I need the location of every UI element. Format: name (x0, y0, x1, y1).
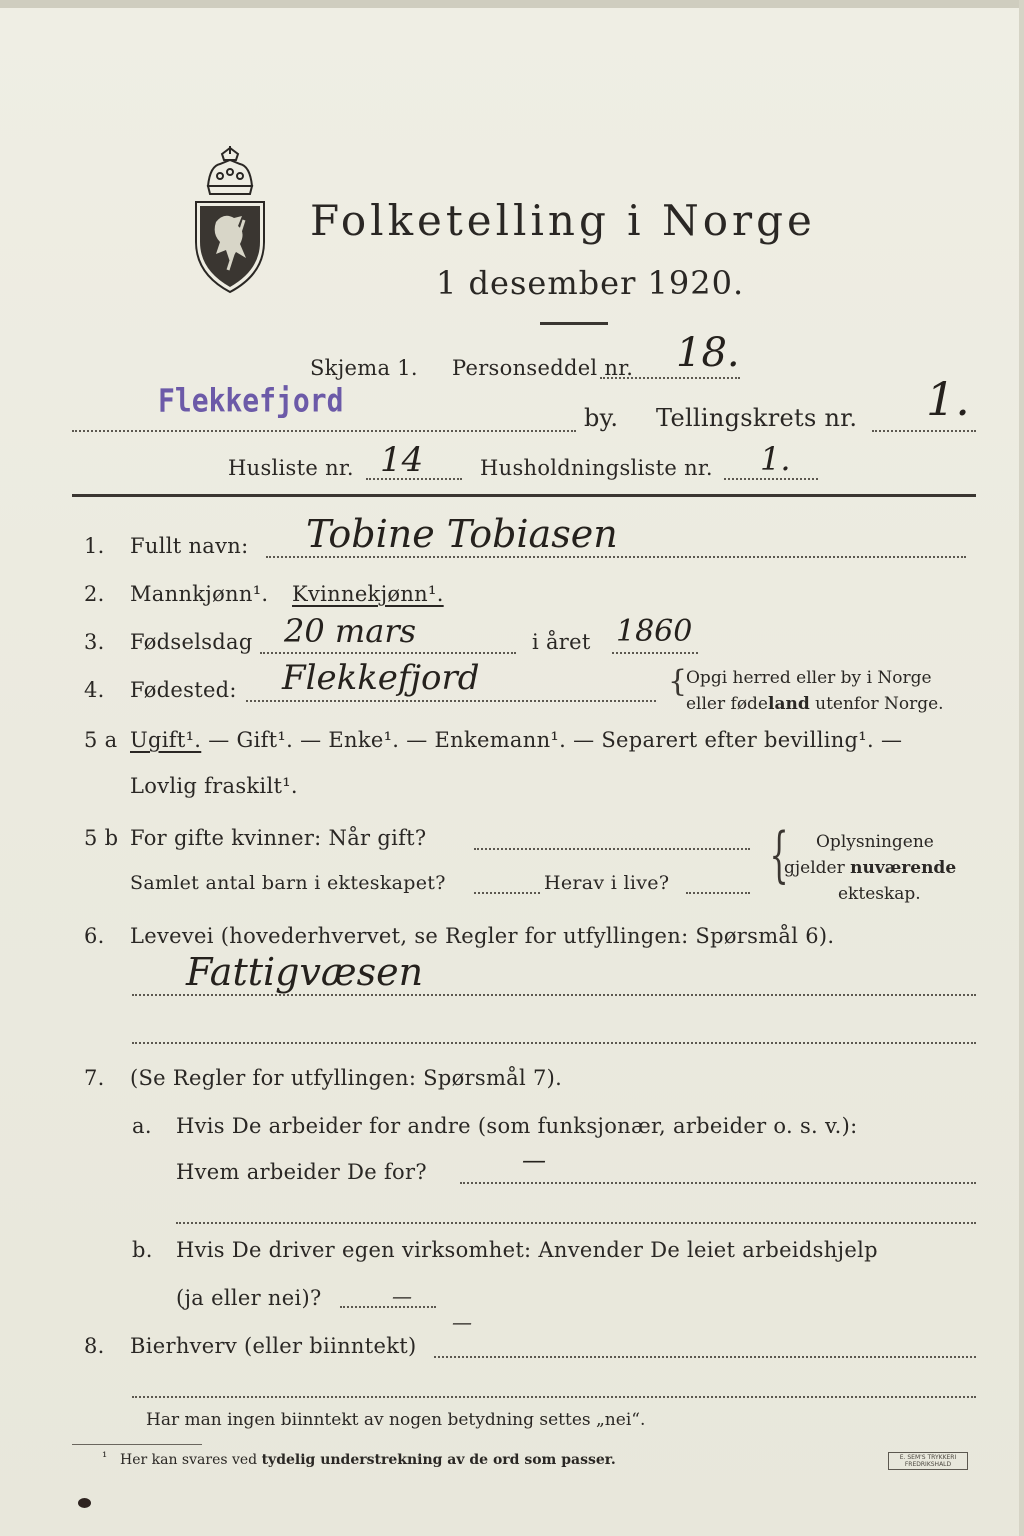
birthplace-line (246, 700, 656, 702)
q7b-value: — (392, 1284, 412, 1308)
q8-number: 8. (84, 1334, 105, 1358)
census-date: 1 desember 1920. (436, 264, 745, 302)
q7-number: 7. (84, 1066, 105, 1090)
tellingskrets-label: Tellingskrets nr. (656, 404, 858, 432)
town-line (72, 430, 576, 432)
footnote-text: Her kan svares ved tydelig understrekning av de ord som passer. (120, 1452, 616, 1468)
q5b-brace: { (769, 820, 789, 890)
q5b-children-line (474, 892, 540, 894)
q6-line1 (132, 994, 976, 996)
birthday-value: 20 mars (284, 612, 417, 650)
full-name-value: Tobine Tobiasen (306, 512, 618, 556)
husliste-value: 14 (380, 440, 424, 480)
q4-note-line2: eller fødeland utenfor Norge. (686, 694, 944, 714)
title-divider (540, 322, 608, 325)
q7a-line (460, 1182, 976, 1184)
q8-value: — (452, 1310, 472, 1334)
form-title: Folketelling i Norge (310, 196, 816, 245)
q1-line (266, 556, 966, 558)
q5b-number: 5 b (84, 826, 119, 850)
footnote-number: ¹ (102, 1450, 108, 1465)
q1-number: 1. (84, 534, 105, 558)
husliste-label: Husliste nr. (228, 456, 354, 480)
q7b-number: b. (132, 1238, 153, 1262)
q5b-note-line3: ekteskap. (838, 884, 921, 904)
q7-label: (Se Regler for utfyllingen: Spørsmål 7). (130, 1066, 563, 1090)
q6-line2 (132, 1042, 976, 1044)
q7b-line2: (ja eller nei)? (176, 1286, 322, 1310)
year-line (612, 652, 698, 654)
occupation-value: Fattigvæsen (186, 950, 424, 994)
q4-number: 4. (84, 678, 105, 702)
gender-female-underlined: Kvinnekjønn¹. (292, 582, 444, 606)
header-separator (72, 494, 976, 497)
q1-label: Fullt navn: (130, 534, 249, 558)
footnote-rule (72, 1444, 202, 1445)
q7b-line1: Hvis De driver egen virksomhet: Anvender De leiet arbeidshjelp (176, 1238, 878, 1262)
paper-edge-right (1019, 0, 1024, 1536)
marital-status-line: Ugift¹. — Gift¹. — Enke¹. — Enkemann¹. — Separert efter bevilling¹. — (130, 728, 903, 752)
year-label: i året (532, 630, 591, 654)
personseddel-label: Personseddel nr. (452, 356, 634, 380)
ink-stain (78, 1498, 91, 1508)
gender-male: Mannkjønn¹. (130, 582, 269, 606)
q7a-value: — (522, 1146, 546, 1174)
printer-mark: E. SEM'S TRYKKERI FREDRIKSHALD (888, 1452, 968, 1470)
q5a-number: 5 a (84, 728, 118, 752)
q5b-married-line (474, 848, 750, 850)
q7a-line1: Hvis De arbeider for andre (som funksjonær, arbeider o. s. v.): (176, 1114, 858, 1138)
tellingskrets-value: 1. (926, 372, 970, 426)
birthday-line (260, 652, 516, 654)
q5b-children-label: Samlet antal barn i ekteskapet? (130, 872, 446, 894)
municipality-stamp: Flekkefjord (158, 381, 344, 420)
q5b-line1: For gifte kvinner: Når gift? (130, 826, 427, 850)
q5b-alive-line (686, 892, 750, 894)
skjema-label: Skjema 1. (310, 356, 418, 380)
q8-line (434, 1356, 976, 1358)
q6-number: 6. (84, 924, 105, 948)
birthplace-value: Flekkefjord (282, 658, 480, 698)
q7b-line (340, 1306, 436, 1308)
q7a-number: a. (132, 1114, 152, 1138)
by-label: by. (584, 404, 619, 432)
tellingskrets-line (872, 430, 976, 432)
q8-label: Bierhverv (eller biinntekt) (130, 1334, 417, 1358)
q5b-alive-label: Herav i live? (544, 872, 670, 894)
coat-of-arms-icon (186, 146, 274, 296)
q8-line-extra (132, 1396, 976, 1398)
footer-note: Har man ingen biinntekt av nogen betydning settes „nei“. (146, 1410, 646, 1430)
q3-number: 3. (84, 630, 105, 654)
husholdningsliste-line (724, 478, 818, 480)
paper-edge-top (0, 0, 1024, 8)
husholdningsliste-value: 1. (760, 440, 791, 478)
marital-status-line2: Lovlig fraskilt¹. (130, 774, 298, 798)
birth-year-value: 1860 (616, 614, 693, 649)
q5b-note-line1: Oplysningene (816, 832, 934, 852)
q6-label: Levevei (hovederhvervet, se Regler for utfyllingen: Spørsmål 6). (130, 924, 835, 948)
personseddel-line (600, 377, 740, 379)
q7a-line-extra (176, 1222, 976, 1224)
q7a-line2: Hvem arbeider De for? (176, 1160, 427, 1184)
q4-label: Fødested: (130, 678, 237, 702)
ugift-underlined: Ugift¹. (130, 728, 202, 752)
husholdningsliste-label: Husholdningsliste nr. (480, 456, 713, 480)
q3-label: Fødselsdag (130, 630, 253, 654)
personseddel-value: 18. (676, 330, 740, 376)
q4-note-line1: Opgi herred eller by i Norge (686, 668, 932, 688)
q5b-note-line2: gjelder nuværende (784, 858, 957, 878)
q2-number: 2. (84, 582, 105, 606)
q4-brace: { (668, 664, 688, 699)
